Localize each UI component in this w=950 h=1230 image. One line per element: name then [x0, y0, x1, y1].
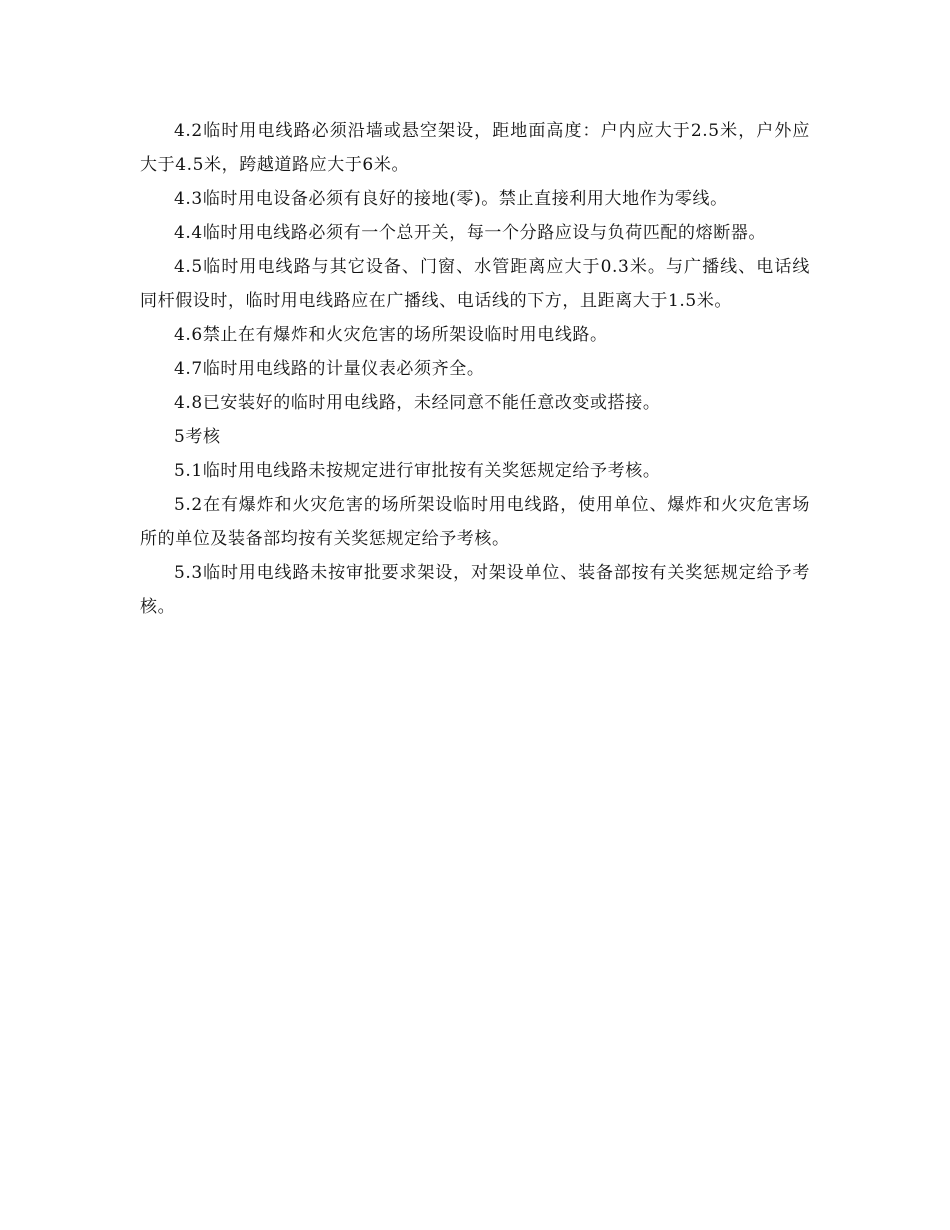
- paragraph-5-3: 5.3临时用电线路未按审批要求架设，对架设单位、装备部按有关奖惩规定给予考核。: [140, 563, 810, 617]
- paragraph-4-2: 4.2临时用电线路必须沿墙或悬空架设，距地面高度：户内应大于2.5米，户外应大于4.5米，跨越道路应大于6米。: [140, 121, 810, 175]
- paragraph-4-3: 4.3临时用电设备必须有良好的接地(零)。禁止直接利用大地作为零线。: [174, 189, 728, 209]
- paragraph-5-1: 5.1临时用电线路未按规定进行审批按有关奖惩规定给予考核。: [174, 461, 661, 481]
- paragraph-4-4: 4.4临时用电线路必须有一个总开关，每一个分路应设与负荷匹配的熔断器。: [174, 223, 767, 243]
- document-body: [140, 114, 810, 624]
- paragraph-4-7: 4.7临时用电线路的计量仪表必须齐全。: [174, 359, 485, 379]
- paragraph-4-8: 4.8已安装好的临时用电线路，未经同意不能任意改变或搭接。: [174, 393, 661, 413]
- paragraph-4-5: 4.5临时用电线路与其它设备、门窗、水管距离应大于0.3米。与广播线、电话线同杆假设时，临时用电线路应在广播线、电话线的下方，且距离大于1.5米。: [140, 257, 810, 311]
- section-heading-5: 5考核: [174, 427, 221, 447]
- paragraph-4-6: 4.6禁止在有爆炸和火灾危害的场所架设临时用电线路。: [174, 325, 608, 345]
- paragraph-5-2: 5.2在有爆炸和火灾危害的场所架设临时用电线路，使用单位、爆炸和火灾危害场所的单位及装备部均按有关奖惩规定给予考核。: [140, 495, 810, 549]
